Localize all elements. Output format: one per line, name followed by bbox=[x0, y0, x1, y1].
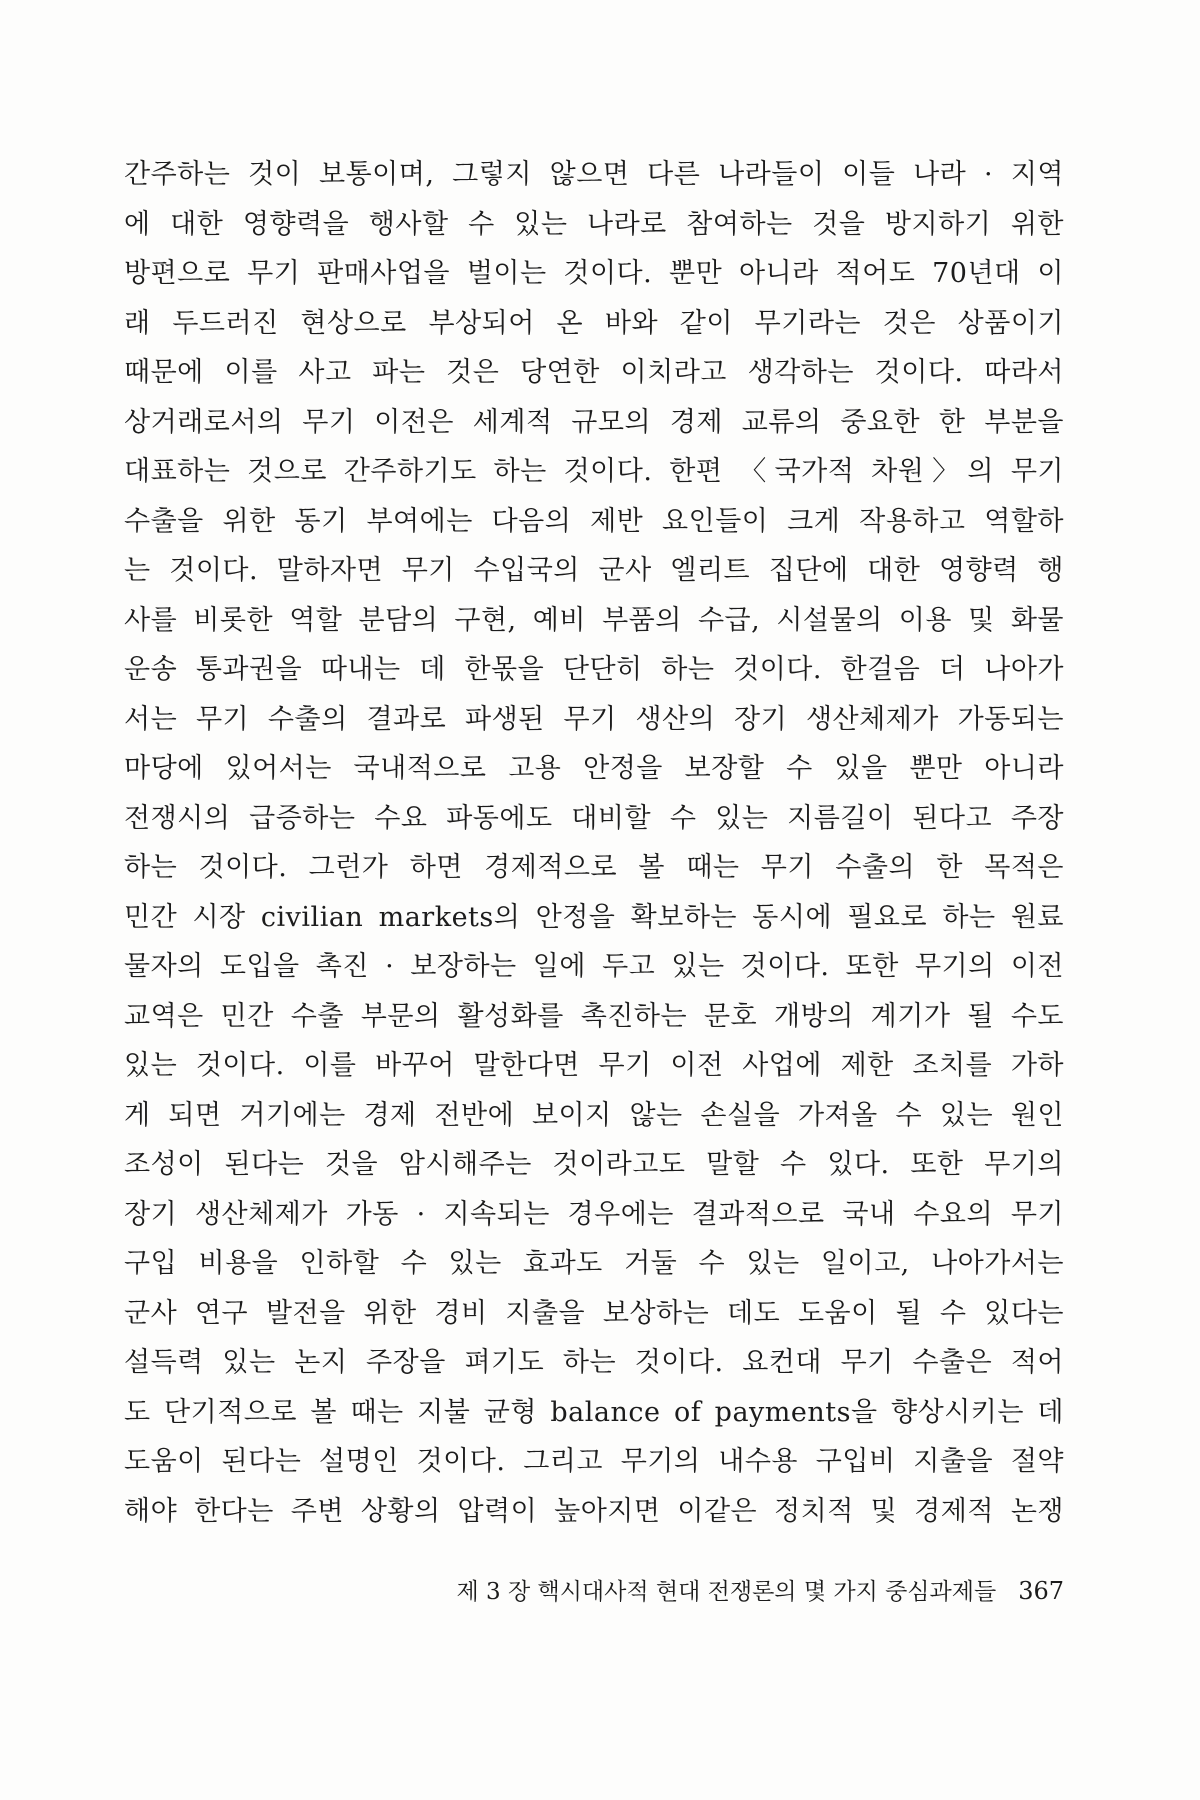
text-line: 방편으로 무기 판매사업을 벌이는 것이다. 뿐만 아니라 적어도 70년대 이 bbox=[124, 258, 1064, 289]
text-line: 교역은 민간 수출 부문의 활성화를 촉진하는 문호 개방의 계기가 될 수도 bbox=[124, 1000, 1064, 1032]
chapter-title: 제 3 장 핵시대사적 현대 전쟁론의 몇 가지 중심과제들 bbox=[456, 1579, 997, 1605]
text-line: 민간 시장 civilian markets의 안정을 확보하는 동시에 필요로 하는 원료 bbox=[124, 901, 1064, 933]
body-text bbox=[124, 150, 1064, 1536]
text-line: 서는 무기 수출의 결과로 파생된 무기 생산의 장기 생산체제가 가동되는 bbox=[124, 703, 1064, 735]
page-number: 367 bbox=[1018, 1577, 1064, 1605]
text-line: 때문에 이를 사고 파는 것은 당연한 이치라고 생각하는 것이다. 따라서 bbox=[124, 357, 1064, 388]
text-line: 장기 생산체제가 가동 · 지속되는 경우에는 결과적으로 국내 수요의 무기 bbox=[124, 1198, 1064, 1230]
text-line: 설득력 있는 논지 주장을 펴기도 하는 것이다. 요컨대 무기 수출은 적어 bbox=[124, 1347, 1064, 1378]
text-line: 운송 통과권을 따내는 데 한몫을 단단히 하는 것이다. 한걸음 더 나아가 bbox=[124, 654, 1064, 685]
running-footer bbox=[124, 1573, 1064, 1606]
text-line: 수출을 위한 동기 부여에는 다음의 제반 요인들이 크게 작용하고 역할하 bbox=[124, 505, 1064, 537]
text-line: 에 대한 영향력을 행사할 수 있는 나라로 참여하는 것을 방지하기 위한 bbox=[124, 208, 1064, 240]
text-line: 마당에 있어서는 국내적으로 고용 안정을 보장할 수 있을 뿐만 아니라 bbox=[124, 753, 1064, 784]
text-line: 있는 것이다. 이를 바꾸어 말한다면 무기 이전 사업에 제한 조치를 가하 bbox=[124, 1050, 1064, 1081]
text-line: 군사 연구 발전을 위한 경비 지출을 보상하는 데도 도움이 될 수 있다는 bbox=[124, 1297, 1064, 1329]
text-line: 간주하는 것이 보통이며, 그렇지 않으면 다른 나라들이 이들 나라 · 지역 bbox=[124, 159, 1064, 190]
text-line: 도 단기적으로 볼 때는 지불 균형 balance of payments을 향상시키는 데 bbox=[124, 1396, 1064, 1428]
text-line: 하는 것이다. 그런가 하면 경제적으로 볼 때는 무기 수출의 한 목적은 bbox=[124, 852, 1064, 883]
text-line: 전쟁시의 급증하는 수요 파동에도 대비할 수 있는 지름길이 된다고 주장 bbox=[124, 802, 1064, 834]
text-line: 조성이 된다는 것을 암시해주는 것이라고도 말할 수 있다. 또한 무기의 bbox=[124, 1149, 1064, 1180]
text-line: 는 것이다. 말하자면 무기 수입국의 군사 엘리트 집단에 대한 영향력 행 bbox=[124, 555, 1064, 586]
text-line: 대표하는 것으로 간주하기도 하는 것이다. 한편 〈국가적 차원〉의 무기 bbox=[124, 456, 1064, 487]
text-line: 해야 한다는 주변 상황의 압력이 높아지면 이같은 정치적 및 경제적 논쟁 bbox=[124, 1495, 1064, 1527]
text-line: 게 되면 거기에는 경제 전반에 보이지 않는 손실을 가져올 수 있는 원인 bbox=[124, 1099, 1064, 1131]
text-line: 상거래로서의 무기 이전은 세계적 규모의 경제 교류의 중요한 한 부분을 bbox=[124, 406, 1064, 438]
text-line: 도움이 된다는 설명인 것이다. 그리고 무기의 내수용 구입비 지출을 절약 bbox=[124, 1446, 1064, 1477]
text-line: 물자의 도입을 촉진 · 보장하는 일에 두고 있는 것이다. 또한 무기의 이전 bbox=[124, 951, 1064, 982]
text-line: 사를 비롯한 역할 분담의 구현, 예비 부품의 수급, 시설물의 이용 및 화물 bbox=[124, 604, 1064, 636]
text-line: 구입 비용을 인하할 수 있는 효과도 거둘 수 있는 일이고, 나아가서는 bbox=[124, 1248, 1064, 1279]
text-line: 래 두드러진 현상으로 부상되어 온 바와 같이 무기라는 것은 상품이기 bbox=[124, 307, 1064, 339]
